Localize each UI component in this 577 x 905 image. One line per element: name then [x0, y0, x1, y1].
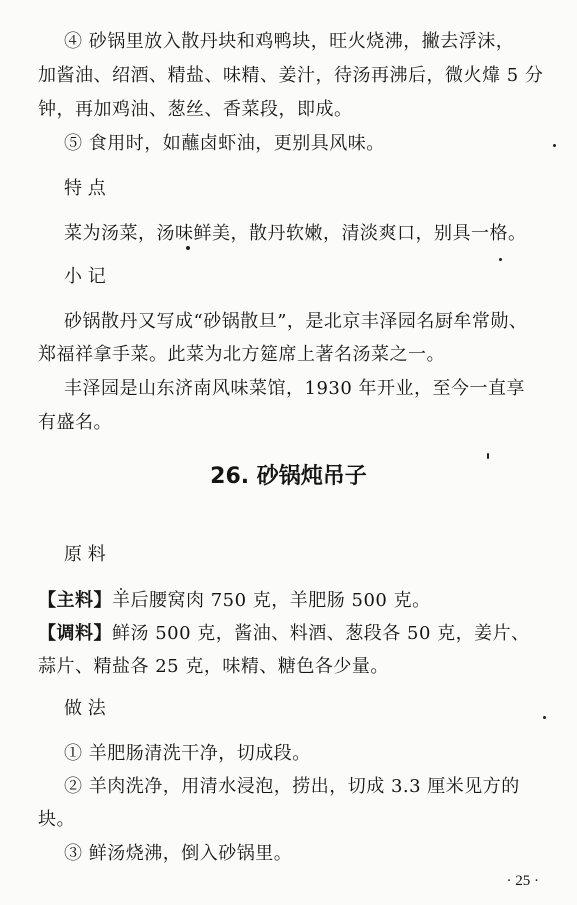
seasonings-line2: 蒜片、精盐各 25 克，味精、糖色各少量。 [38, 656, 389, 677]
notes-para2-line2: 有盛名。 [38, 412, 112, 433]
features-heading: 特 点 [64, 178, 106, 199]
main-ingredients-text: 羊后腰窝肉 750 克，羊肥肠 500 克。 [112, 590, 431, 611]
notes-heading: 小 记 [64, 266, 106, 287]
scan-speck [120, 588, 122, 590]
notes-para1-line1: 砂锅散丹又写成“砂锅散旦”，是北京丰泽园名厨牟常勋、 [64, 311, 528, 332]
step5: ⑤ 食用时，如蘸卤虾油，更别具风味。 [64, 133, 385, 154]
method-step2-line2: 块。 [38, 809, 75, 830]
page-number: · 25 · [506, 873, 539, 889]
scan-speck [543, 716, 546, 719]
scan-speck [553, 144, 556, 147]
scan-speck [499, 258, 502, 261]
step4-line3: 钟，再加鸡油、葱丝、香菜段，即成。 [38, 99, 353, 120]
ingredients-heading: 原 料 [64, 544, 106, 565]
method-step3: ③ 鲜汤烧沸，倒入砂锅里。 [64, 843, 293, 864]
seasonings-text: 鲜汤 500 克，酱油、料酒、葱段各 50 克，姜片、 [112, 623, 530, 644]
scan-speck [487, 453, 489, 459]
notes-para1-line2: 郑福祥拿手菜。此菜为北方筵席上著名汤菜之一。 [38, 344, 445, 365]
features-text: 菜为汤菜，汤味鲜美，散丹软嫩，清淡爽口，别具一格。 [64, 223, 527, 244]
method-step1: ① 羊肥肠清洗干净，切成段。 [64, 743, 311, 764]
main-ingredients [38, 589, 431, 613]
main-ingredients-label: 【主料】 [38, 590, 112, 611]
step4-line1: ④ 砂锅里放入散丹块和鸡鸭块，旺火烧沸，撇去浮沫， [64, 31, 515, 52]
recipe-title: 26. 砂锅炖吊子 [210, 464, 367, 489]
method-step2-line1: ② 羊肉洗净，用清水浸泡，捞出，切成 3.3 厘米见方的 [64, 776, 520, 797]
method-heading: 做 法 [64, 698, 106, 719]
seasonings-label: 【调料】 [38, 623, 112, 644]
step4-line2: 加酱油、绍酒、精盐、味精、姜汁，待汤再沸后，微火㸆 5 分 [38, 65, 544, 86]
scan-speck [186, 246, 190, 250]
notes-para2-line1: 丰泽园是山东济南风味菜馆，1930 年开业，至今一直享 [64, 378, 526, 399]
seasonings [38, 622, 530, 646]
